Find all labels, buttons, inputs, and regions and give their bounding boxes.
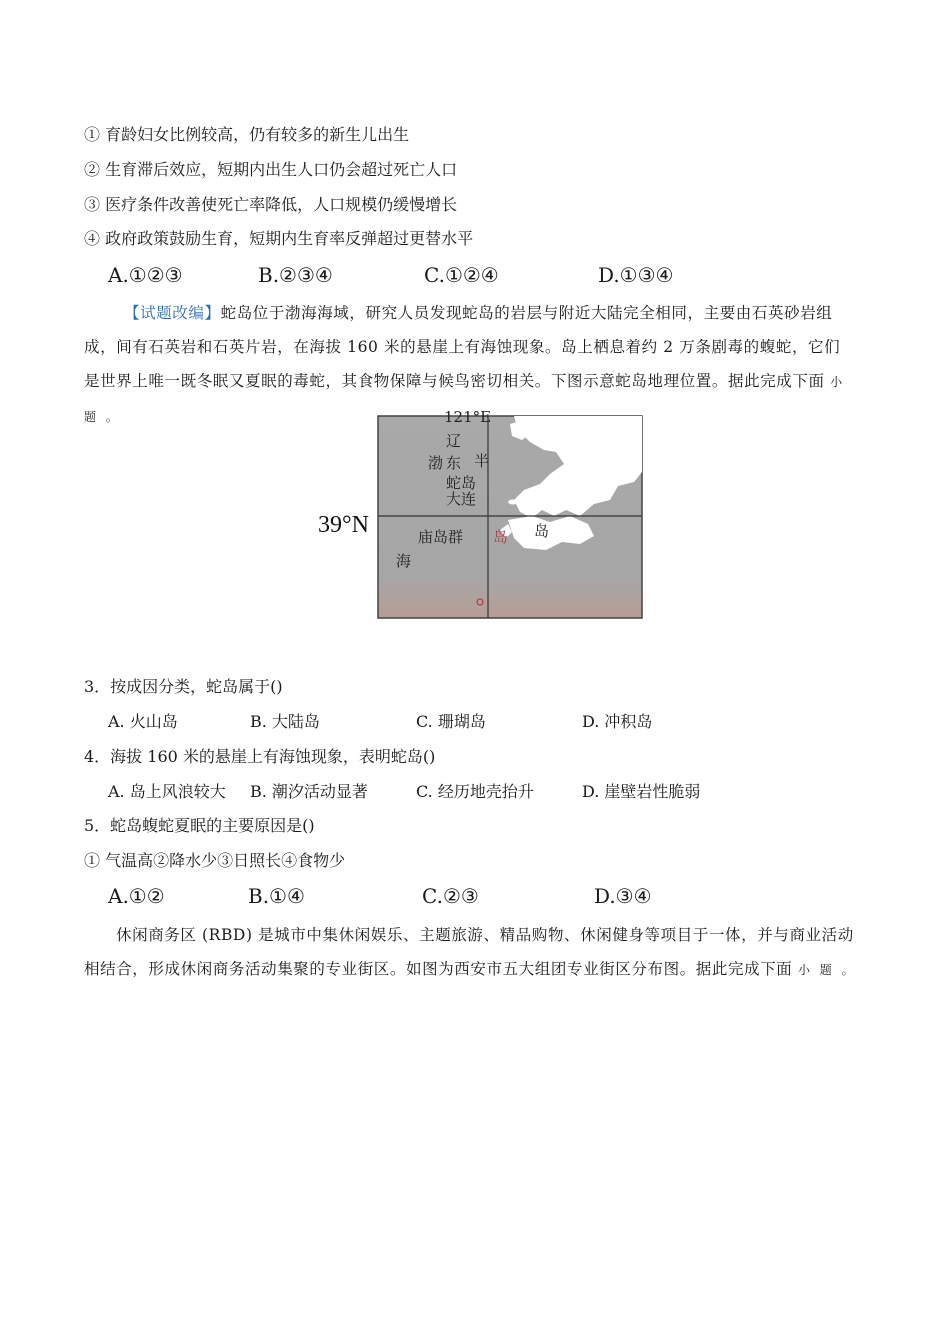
q3-choice-c[interactable]: C. 珊瑚岛 bbox=[416, 712, 486, 731]
label-liao: 辽 bbox=[446, 432, 462, 450]
passage-tail: 小 题 。 bbox=[84, 375, 846, 424]
option-b[interactable]: B.②③④ bbox=[258, 263, 333, 287]
label-dalian: 大连 bbox=[446, 490, 477, 508]
latitude-label: 39°N bbox=[318, 512, 369, 538]
question-5-options bbox=[108, 883, 708, 911]
label-miaodao: 庙岛群 bbox=[418, 528, 464, 546]
q5-option-a[interactable]: A.①② bbox=[108, 884, 165, 908]
passage-rbd bbox=[84, 918, 859, 987]
q4-choice-b[interactable]: B. 潮汐活动显著 bbox=[250, 782, 368, 801]
label-hai: 海 bbox=[396, 552, 412, 570]
question-4: 4．海拔 160 米的悬崖上有海蚀现象，表明蛇岛() bbox=[84, 747, 436, 766]
q5-option-c[interactable]: C.②③ bbox=[422, 884, 479, 908]
q4-choice-c[interactable]: C. 经历地壳抬升 bbox=[416, 782, 534, 801]
statement-2: ② 生育滞后效应，短期内出生人口仍会超过死亡人口 bbox=[84, 160, 458, 179]
passage2-text: 休闲商务区 (RBD) 是城市中集休闲娱乐、主题旅游、精品购物、休闲健身等项目于一体，并与商业活动相结合，形成休闲商务活动集聚的专业街区。如图为西安市五大组团专业街区分布图。据此完成下面 bbox=[84, 926, 854, 978]
label-bo: 渤 bbox=[428, 454, 444, 472]
snake-island-map bbox=[318, 408, 648, 622]
option-c[interactable]: C.①②④ bbox=[424, 263, 499, 287]
passage-tag: 【试题改编】 bbox=[124, 304, 221, 322]
label-shedao: 蛇岛 bbox=[446, 474, 477, 492]
question-4-choices bbox=[108, 781, 808, 803]
label-dao-red: 岛 bbox=[493, 528, 509, 546]
label-ban: 半 bbox=[474, 452, 490, 470]
option-a[interactable]: A.①②③ bbox=[108, 263, 183, 287]
statement-4: ④ 政府政策鼓励生育，短期内生育率反弹超过更替水平 bbox=[84, 229, 474, 248]
question-5-statements: ① 气温高②降水少③日照长④食物少 bbox=[84, 851, 346, 870]
question-3-choices bbox=[108, 711, 808, 733]
statement-3: ③ 医疗条件改善使死亡率降低，人口规模仍缓慢增长 bbox=[84, 195, 458, 214]
label-dao: 岛 bbox=[534, 522, 550, 540]
q5-option-b[interactable]: B.①④ bbox=[248, 884, 305, 908]
top-options bbox=[108, 262, 708, 290]
q4-choice-a[interactable]: A. 岛上风浪较大 bbox=[108, 782, 226, 801]
q3-choice-b[interactable]: B. 大陆岛 bbox=[250, 712, 320, 731]
option-d[interactable]: D.①③④ bbox=[598, 263, 674, 287]
question-5: 5．蛇岛蝮蛇夏眠的主要原因是() bbox=[84, 816, 315, 835]
q3-choice-a[interactable]: A. 火山岛 bbox=[108, 712, 178, 731]
statement-1: ① 育龄妇女比例较高，仍有较多的新生儿出生 bbox=[84, 125, 410, 144]
q4-choice-d[interactable]: D. 崖壁岩性脆弱 bbox=[582, 782, 701, 801]
q3-choice-d[interactable]: D. 冲积岛 bbox=[582, 712, 653, 731]
passage-text: 蛇岛位于渤海海域，研究人员发现蛇岛的岩层与附近大陆完全相同，主要由石英砂岩组 成，间有石英岩和石英片岩，在海拔 160 米的悬崖上有海蚀现象。岛上栖息着约 2 万条剧毒的蝮蛇，它们 是世界上唯一既冬眠又夏眠的毒蛇，其食物保障与候鸟密切相关。下图示意蛇岛地理位置。据此完成下面 bbox=[84, 304, 841, 390]
snake-island-dot bbox=[508, 500, 518, 505]
longitude-label: 121°E bbox=[444, 408, 492, 426]
question-3: 3．按成因分类，蛇岛属于() bbox=[84, 677, 283, 696]
passage2-tail: 小 题 。 bbox=[797, 963, 857, 977]
q5-option-d[interactable]: D.③④ bbox=[594, 884, 652, 908]
label-dong: 东 bbox=[446, 454, 462, 472]
